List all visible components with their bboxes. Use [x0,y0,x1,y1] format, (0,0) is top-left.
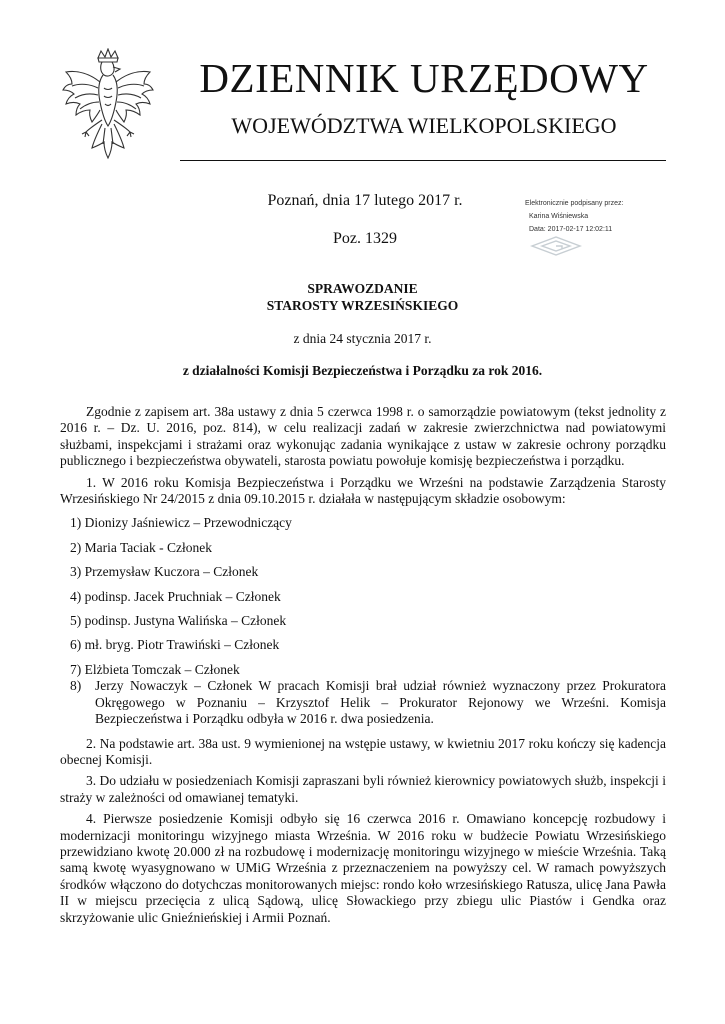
signature-date: Data: 2017-02-17 12:02:11 [529,226,613,233]
member-list-item: 5) podinsp. Justyna Walińska – Członek [70,613,287,629]
member-list-item: 2) Maria Taciak - Członek [70,539,213,555]
report-topic: z działalności Komisji Bezpieczeństwa i Porządku za rok 2016. [182,363,543,378]
polish-eagle-emblem [58,48,158,166]
member-list-item: 6) mł. bryg. Piotr Trawiński – Członek [70,637,280,653]
member-list-item: 7) Elżbieta Tomczak – Członek [70,661,240,677]
electronic-signature-block [525,197,695,236]
point-2-paragraph: 2. Na podstawie art. 38a ust. 9 wymienionej na wstępie ustawy, w kwietniu 2017 roku kończy się kadencja obecnej Komisji. [60,735,666,767]
journal-title: DZIENNIK URZĘDOWY [199,55,649,101]
signature-verified-icon [528,235,584,257]
report-date: z dnia 24 stycznia 2017 r. [293,331,432,346]
journal-subtitle: WOJEWÓDZTWA WIELKOPOLSKIEGO [231,113,617,138]
signature-signer: Karina Wiśniewska [529,213,589,220]
point-1-paragraph: 1. W 2016 roku Komisja Bezpieczeństwa i Porządku we Wrześni na podstawie Zarządzenia Starosty Wrzesińskiego Nr 24/2015 z dnia 09.10.2015 r. działała w następującym składzie osobowym: [60,474,666,507]
header-divider [180,160,666,161]
member-list-item [60,678,666,727]
point-4-paragraph: 4. Pierwsze posiedzenie Komisji odbyło się 16 czerwca 2016 r. Omawiano koncepcję rozbudowy i modernizacji monitoringu wizyjnego miasta Września. W 2016 roku w budżecie Powiatu Wrzesińskiego przewidziano kwotę 20.000 zł na rozbudowę i modernizację monitoringu wizyjnego w mieście Września. Taką samą kwotę wyasygnowano w UMiG Września z przeznaczeniem na powyższy cel. W ramach powyższych środków włączono do dotychczas monitorowanych miejsc: rondo koło wrzesińskiego Ratusza, ulicę Jana Pawła II w miejscu przecięcia z ulicą Sądową, ulicę Słowackiego przy zbiegu ulic Piastów i Gendka oraz skrzyżowanie ulic Gnieźnieńskiej i Armii Poznań. [60,811,666,925]
intro-paragraph: Zgodnie z zapisem art. 38a ustawy z dnia 5 czerwca 1998 r. o samorządzie powiatowym (tekst jednolity z 2016 r. – Dz. U. 2016, poz. 814), w celu realizacji zadań w zakresie zwierzchnictwa nad powiatowymi służbami, inspekcjami i strażami oraz wykonując zadania wynikające z ustaw w zakresie ochrony porządku publicznego i bezpieczeństwa obywateli, starosta powiatu powołuje komisję bezpieczeństwa i porządku. [60,404,666,469]
point-3-paragraph: 3. Do udziału w posiedzeniach Komisji zapraszani byli również kierownicy powiatowych służb, inspekcji i straży w zależności od omawianej tematyki. [60,773,666,805]
report-body [60,404,666,926]
member-8-number: 8) [70,678,82,694]
publication-position: Poz. 1329 [333,230,397,247]
report-title-line2: STAROSTY WRZESIŃSKIEGO [266,298,459,313]
signature-label: Elektronicznie podpisany przez: [525,200,624,207]
member-list-item: 1) Dionizy Jaśniewicz – Przewodniczący [70,515,292,531]
publication-dateline: Poznań, dnia 17 lutego 2017 r. [267,192,463,209]
member-list-item: 4) podinsp. Jacek Pruchniak – Członek [70,588,281,604]
member-list-item: 3) Przemysław Kuczora – Członek [70,564,259,580]
report-title-line1: SPRAWOZDANIE [307,281,418,296]
member-8-text: Jerzy Nowaczyk – Członek W pracach Komisji brał udział również wyznaczony przez Prokuratora Okręgowego w Poznaniu – Krzysztof Helik – Prokurator Rejonowy we Wrześni. Komisja Bezpieczeństwa i Porządku odbyła w 2016 r. dwa posiedzenia. [95,678,666,727]
